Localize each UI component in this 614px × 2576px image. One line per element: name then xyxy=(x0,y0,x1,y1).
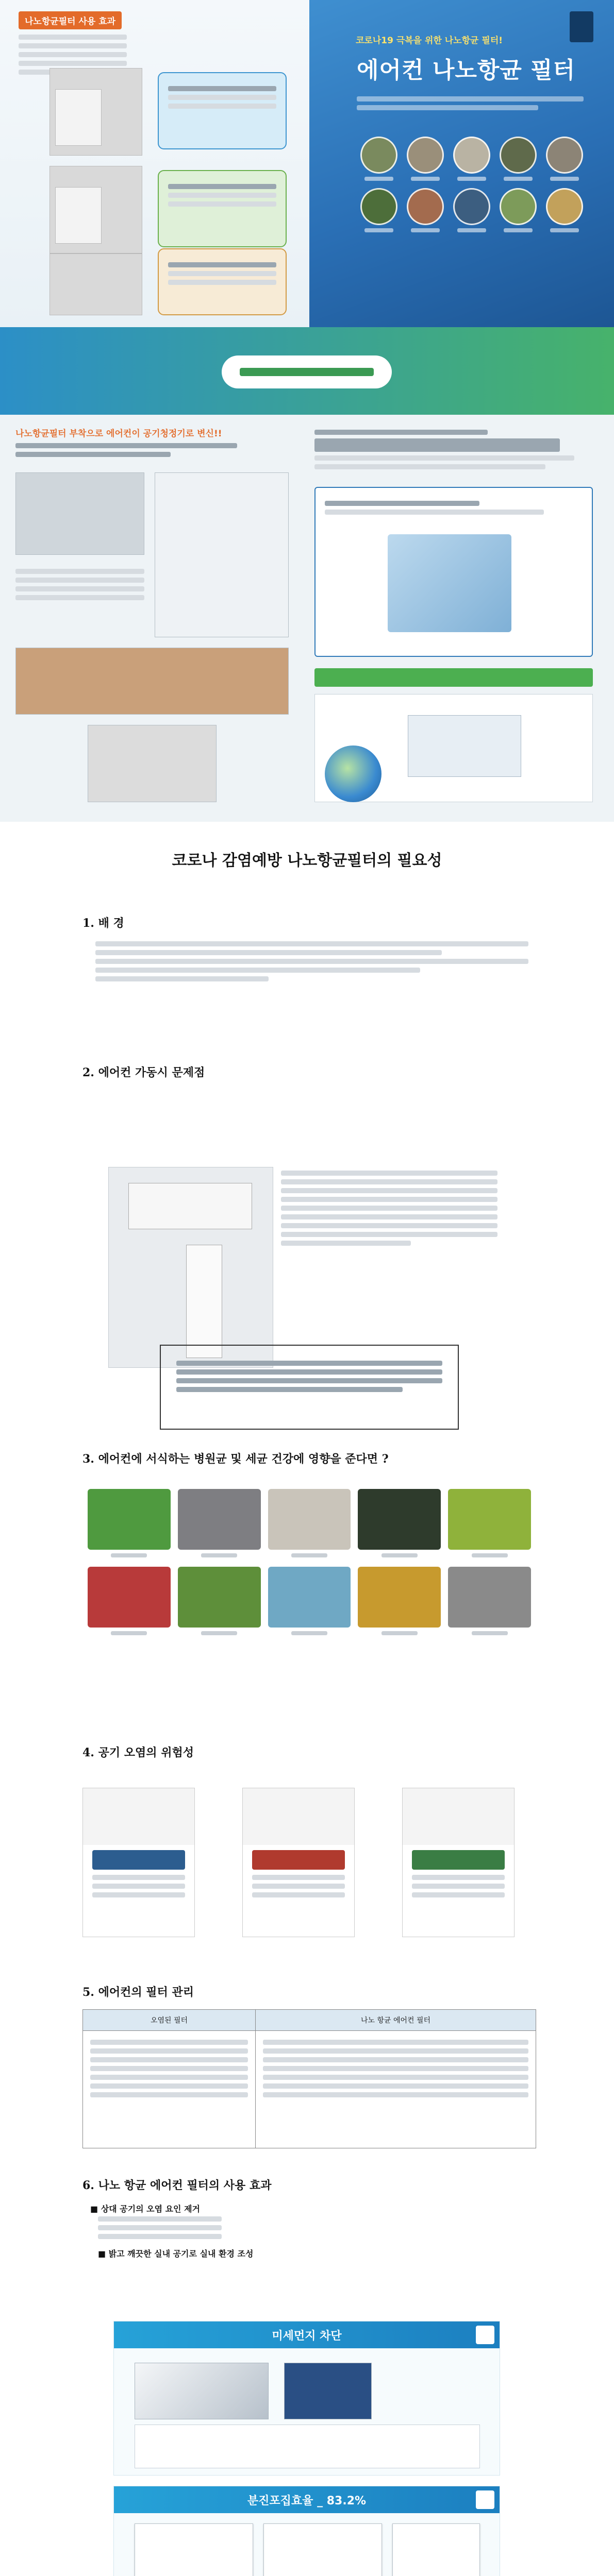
unreadable-text xyxy=(168,193,276,198)
section-body xyxy=(95,938,528,985)
unreadable-text xyxy=(357,105,538,110)
unreadable-text xyxy=(201,1631,237,1635)
germ-grid xyxy=(88,1489,531,1635)
filter-mesh-photo xyxy=(88,725,217,802)
table-cell xyxy=(256,2031,536,2148)
germ-item xyxy=(358,1567,441,1635)
microbe-image xyxy=(360,137,397,174)
unreadable-text xyxy=(95,959,528,964)
hero-right-panel xyxy=(309,0,614,327)
unreadable-text xyxy=(281,1223,497,1228)
unreadable-text xyxy=(504,228,533,232)
unreadable-text xyxy=(95,941,528,946)
unreadable-text xyxy=(19,35,127,40)
feature-bar xyxy=(314,668,593,687)
germ-image xyxy=(448,1489,531,1550)
germ-image xyxy=(358,1489,441,1550)
unreadable-text xyxy=(263,2092,528,2097)
cert-block-dust xyxy=(113,2321,500,2476)
unreadable-text xyxy=(19,43,127,48)
effects-footer: ■ 밝고 깨끗한 실내 공기로 실내 환경 조성 xyxy=(98,2249,254,2259)
unreadable-text xyxy=(111,1631,147,1635)
unreadable-text xyxy=(381,1631,418,1635)
unreadable-text xyxy=(281,1214,497,1219)
risk-label xyxy=(252,1850,345,1870)
unreadable-text xyxy=(504,177,533,181)
germ-item xyxy=(88,1567,171,1635)
filter-diagram-box xyxy=(314,487,593,657)
cassette-photo xyxy=(15,472,144,555)
microbe-grid xyxy=(358,137,585,232)
unreadable-text xyxy=(168,86,276,91)
microbe-item xyxy=(405,188,446,232)
risk-card xyxy=(402,1788,515,1937)
section-title: 1. 배 경 xyxy=(82,917,124,930)
unreadable-text xyxy=(92,1875,185,1880)
article-title: 코로나 감염예방 나노항균필터의 필요성 xyxy=(172,852,442,870)
microbe-item xyxy=(544,137,585,181)
unreadable-text xyxy=(15,443,237,448)
room-photo xyxy=(49,166,142,253)
unreadable-text xyxy=(550,177,579,181)
unreadable-text xyxy=(411,177,440,181)
unreadable-text xyxy=(15,452,171,457)
unreadable-text xyxy=(252,1892,345,1897)
test-report-doc xyxy=(135,2523,253,2576)
microbe-image xyxy=(500,188,537,225)
microbe-item xyxy=(358,188,400,232)
unreadable-text xyxy=(90,2040,248,2045)
room-photo xyxy=(49,253,142,315)
risk-description xyxy=(403,1875,514,1897)
unreadable-text xyxy=(95,968,420,973)
table-cell xyxy=(83,2031,256,2148)
microbe-item xyxy=(497,188,539,232)
microbe-image xyxy=(546,137,583,174)
feature-right-title xyxy=(314,438,603,452)
filter-comparison-table xyxy=(82,2009,536,2148)
unreadable-text xyxy=(168,104,276,109)
filter-structure-illustration xyxy=(408,715,521,777)
unreadable-text xyxy=(111,1553,147,1557)
risk-illustration xyxy=(243,1788,354,1845)
unreadable-text xyxy=(176,1361,442,1366)
germ-image xyxy=(178,1567,261,1628)
unreadable-text xyxy=(201,1553,237,1557)
unreadable-text xyxy=(314,438,560,452)
unreadable-text xyxy=(95,950,442,955)
unreadable-text xyxy=(281,1197,497,1202)
unreadable-text xyxy=(314,455,574,461)
microbe-item xyxy=(544,188,585,232)
section-title: 3. 에어컨에 서식하는 병원균 및 세균 건강에 영향을 준다면 ? xyxy=(82,1452,389,1466)
germ-image xyxy=(448,1567,531,1628)
unreadable-text xyxy=(92,1892,185,1897)
brand-logo xyxy=(222,355,392,388)
unreadable-text xyxy=(176,1387,403,1392)
hero-section xyxy=(0,0,614,327)
unreadable-text xyxy=(281,1188,497,1193)
germ-image xyxy=(268,1567,351,1628)
unreadable-text xyxy=(168,184,276,189)
aircon-unit xyxy=(55,89,102,146)
unreadable-text xyxy=(281,1171,497,1176)
unreadable-text xyxy=(176,1369,442,1375)
microbe-image xyxy=(500,137,537,174)
unreadable-text xyxy=(15,586,144,591)
hero-tag: 나노항균필터 사용 효과 xyxy=(19,11,122,29)
unreadable-text xyxy=(90,2048,248,2054)
microbe-item xyxy=(451,188,492,232)
cassette-unit xyxy=(128,1183,252,1229)
unreadable-text xyxy=(281,1179,497,1184)
unreadable-text xyxy=(381,1553,418,1557)
dust-chart-image xyxy=(135,2425,480,2468)
risk-label xyxy=(412,1850,505,1870)
tower-photo xyxy=(155,472,289,637)
aircon-unit xyxy=(55,187,102,244)
filter-sample-image xyxy=(135,2363,269,2419)
unreadable-text xyxy=(364,228,393,232)
emphasis-box xyxy=(160,1345,459,1430)
microbe-image xyxy=(453,137,490,174)
risk-card xyxy=(242,1788,355,1937)
unreadable-text xyxy=(281,1206,497,1211)
unreadable-text xyxy=(15,595,144,600)
unreadable-text xyxy=(176,1378,442,1383)
unreadable-text xyxy=(15,569,144,574)
effects-heading: ■ 상대 공기의 오염 요인 제거 xyxy=(90,2204,200,2214)
germ-item xyxy=(178,1489,261,1557)
cert-title: 미세먼지 차단 xyxy=(272,2329,342,2343)
unreadable-text xyxy=(98,2234,222,2239)
unreadable-text xyxy=(263,2075,528,2080)
germ-item xyxy=(358,1489,441,1557)
unreadable-text xyxy=(168,280,276,285)
unreadable-text xyxy=(15,578,144,583)
unreadable-text xyxy=(457,177,486,181)
unreadable-text xyxy=(291,1553,327,1557)
hero-subtitle xyxy=(357,93,584,114)
unreadable-text xyxy=(325,501,479,506)
spec-card xyxy=(158,72,287,149)
unreadable-text xyxy=(550,228,579,232)
unreadable-text xyxy=(19,52,127,57)
risk-label xyxy=(92,1850,185,1870)
unreadable-text xyxy=(252,1884,345,1889)
table-header-row xyxy=(83,2010,536,2031)
risk-illustration xyxy=(83,1788,194,1845)
unreadable-text xyxy=(168,271,276,276)
unreadable-text xyxy=(472,1631,508,1635)
germ-image xyxy=(268,1489,351,1550)
germ-item xyxy=(178,1567,261,1635)
germ-image xyxy=(88,1489,171,1550)
unreadable-text xyxy=(168,262,276,267)
globe-icon xyxy=(325,745,381,802)
test-report-doc xyxy=(392,2523,480,2576)
unreadable-text xyxy=(263,2066,528,2071)
unreadable-text xyxy=(263,2057,528,2062)
filter-install-photo xyxy=(15,648,289,715)
feature-notes xyxy=(15,565,144,604)
aircon-photo xyxy=(108,1167,273,1368)
germ-item xyxy=(448,1489,531,1557)
feature-description xyxy=(15,443,237,457)
germ-item xyxy=(268,1567,351,1635)
hero-left-panel xyxy=(19,11,297,315)
unreadable-text xyxy=(314,464,545,469)
brand-logo-icon xyxy=(476,2490,494,2509)
unreadable-text xyxy=(90,2092,248,2097)
unreadable-text xyxy=(291,1631,327,1635)
unreadable-text xyxy=(263,2040,528,2045)
microbe-item xyxy=(358,137,400,181)
unreadable-text xyxy=(95,976,269,981)
unreadable-text xyxy=(168,95,276,100)
tower-unit xyxy=(186,1245,222,1358)
unreadable-text xyxy=(472,1553,508,1557)
certificates-section xyxy=(0,2218,614,2576)
table-header: 오염된 필터 xyxy=(83,2010,256,2031)
cert-block-efficiency xyxy=(113,2486,500,2576)
microbe-item xyxy=(451,137,492,181)
germ-image xyxy=(178,1489,261,1550)
section-title: 6. 나노 항균 에어컨 필터의 사용 효과 xyxy=(82,2179,272,2192)
unreadable-text xyxy=(90,2083,248,2089)
germ-image xyxy=(88,1567,171,1628)
logo-wordmark xyxy=(240,368,374,376)
hero-kicker: 코로나19 극복을 위한 나노항균 필터! xyxy=(356,36,503,46)
unreadable-text xyxy=(90,2057,248,2062)
unreadable-text xyxy=(457,228,486,232)
brand-band xyxy=(0,327,614,415)
unreadable-text xyxy=(252,1875,345,1880)
cert-header xyxy=(114,2486,500,2513)
unreadable-text xyxy=(263,2083,528,2089)
brand-badge xyxy=(570,11,593,42)
cert-title: 분진포집효율 _ 83.2% xyxy=(247,2494,367,2507)
unreadable-text xyxy=(412,1875,505,1880)
problem-list xyxy=(281,1167,497,1301)
unreadable-text xyxy=(90,2066,248,2071)
unreadable-text xyxy=(364,177,393,181)
unreadable-text xyxy=(263,2048,528,2054)
feature-left xyxy=(15,426,294,807)
germ-item xyxy=(268,1489,351,1557)
unreadable-text xyxy=(19,61,127,66)
unreadable-text xyxy=(98,2225,222,2230)
risk-description xyxy=(83,1875,194,1897)
risk-card xyxy=(82,1788,195,1937)
germ-item xyxy=(88,1489,171,1557)
article-section xyxy=(0,822,614,2218)
unreadable-text xyxy=(92,1884,185,1889)
microbe-image xyxy=(360,188,397,225)
table-header: 나노 항균 에어컨 필터 xyxy=(256,2010,536,2031)
micro-structure-image xyxy=(284,2363,372,2419)
table-row xyxy=(83,2031,536,2148)
effects-list xyxy=(98,2213,407,2264)
test-report-doc xyxy=(263,2523,382,2576)
cert-header xyxy=(114,2321,500,2348)
risk-description xyxy=(243,1875,354,1897)
unreadable-text xyxy=(411,228,440,232)
microbe-item xyxy=(497,137,539,181)
microbe-item xyxy=(405,137,446,181)
risk-illustration xyxy=(403,1788,514,1845)
unreadable-text xyxy=(90,2075,248,2080)
germ-item xyxy=(448,1567,531,1635)
microbe-image xyxy=(407,188,444,225)
room-photo xyxy=(49,68,142,156)
feature-section xyxy=(0,415,614,822)
microbe-image xyxy=(546,188,583,225)
microbe-image xyxy=(407,137,444,174)
unreadable-text xyxy=(412,1892,505,1897)
germ-image xyxy=(358,1567,441,1628)
section-title: 4. 공기 오염의 위험성 xyxy=(82,1746,194,1759)
hero-title: 에어컨 나노항균 필터 xyxy=(357,57,576,83)
unreadable-text xyxy=(98,2216,222,2222)
spec-card xyxy=(158,248,287,315)
unreadable-text xyxy=(281,1241,411,1246)
unreadable-text xyxy=(412,1884,505,1889)
microbe-image xyxy=(453,188,490,225)
section-title: 5. 에어컨의 필터 관리 xyxy=(82,1986,194,1999)
feature-heading: 나노항균필터 부착으로 에어컨이 공기청정기로 변신!! xyxy=(15,429,222,439)
unreadable-text xyxy=(314,430,488,435)
feature-right xyxy=(314,426,603,807)
unreadable-text xyxy=(325,510,544,515)
unreadable-text xyxy=(281,1232,497,1237)
spec-card xyxy=(158,170,287,247)
unreadable-text xyxy=(357,96,584,101)
filter-layer-illustration xyxy=(388,534,511,632)
section-title: 2. 에어컨 가동시 문제점 xyxy=(82,1066,205,1079)
unreadable-text xyxy=(168,201,276,207)
brand-logo-icon xyxy=(476,2326,494,2344)
